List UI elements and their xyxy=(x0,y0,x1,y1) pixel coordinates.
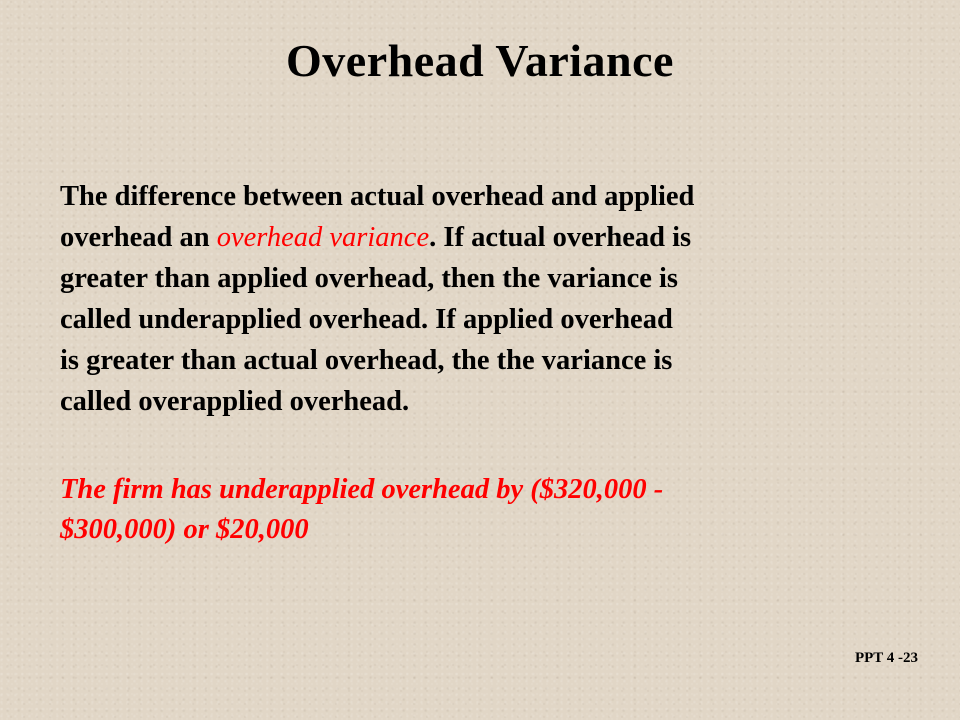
conclusion-line-2: $300,000) or $20,000 xyxy=(60,514,309,545)
paragraph-line-3: greater than applied overhead, then the variance is xyxy=(60,263,678,294)
paragraph-line-4: called underapplied overhead. If applied overhead xyxy=(60,304,673,335)
conclusion-line-1: The firm has underapplied overhead by ($320,000 - xyxy=(60,474,664,505)
paragraph-line-5: is greater than actual overhead, the the variance is xyxy=(60,345,673,376)
paragraph-line-2 xyxy=(60,217,910,258)
paragraph-line-6: called overapplied overhead. xyxy=(60,386,410,417)
definition-paragraph xyxy=(60,176,910,422)
emphasized-term: overhead variance xyxy=(216,222,430,253)
paragraph-line-1: The difference between actual overhead and applied xyxy=(60,181,695,212)
slide-number: PPT 4 -23 xyxy=(854,650,918,666)
slide-title: Overhead Variance xyxy=(286,35,674,86)
paragraph-line-2-end: . If actual overhead is xyxy=(429,222,692,253)
conclusion-statement xyxy=(60,470,910,550)
paragraph-line-2-start: overhead an xyxy=(60,222,217,253)
